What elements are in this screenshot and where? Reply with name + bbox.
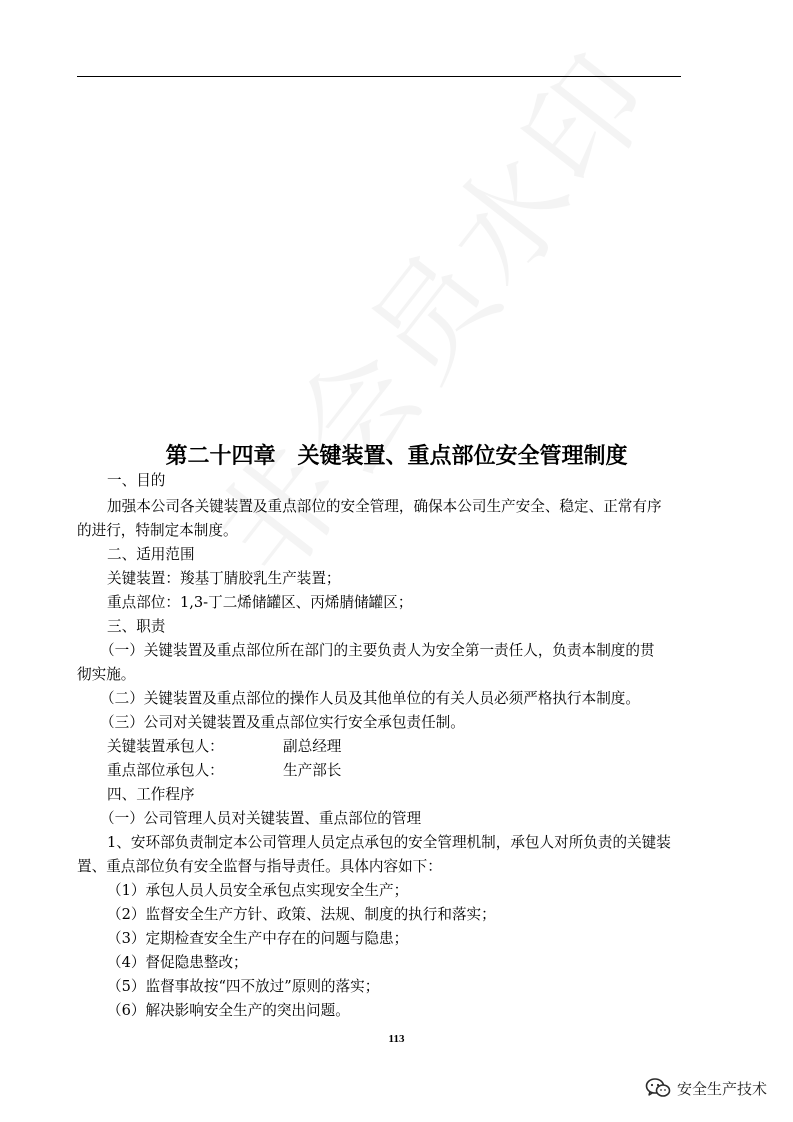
body-line: 彻实施。 <box>77 666 136 683</box>
body-line: （4）督促隐患整改； <box>107 954 248 971</box>
body-line: （1）承包人员人员安全承包点实现安全生产； <box>107 882 409 899</box>
body-line: 重点部位承包人： <box>107 762 224 779</box>
body-line: （5）监督事故按“四不放过”原则的落实； <box>107 978 380 995</box>
body-line: 生产部长 <box>283 762 342 779</box>
body-line: 二、适用范围 <box>107 546 195 563</box>
body-line: （一）公司管理人员对关键装置、重点部位的管理 <box>100 810 422 827</box>
body-line: 副总经理 <box>283 738 342 755</box>
body-line: 重点部位：1,3-丁二烯储罐区、丙烯腈储罐区； <box>107 594 413 611</box>
brand-badge <box>645 1076 767 1100</box>
body-line: 置、重点部位负有安全监督与指导责任。具体内容如下： <box>77 858 442 875</box>
chapter-title: 第二十四章 关键装置、重点部位安全管理制度 <box>165 443 628 469</box>
body-line: 关键装置承包人： <box>107 738 224 755</box>
body-line: 四、工作程序 <box>107 786 195 803</box>
body-line: （6）解决影响安全生产的突出问题。 <box>107 1002 350 1019</box>
body-line: 加强本公司各关键装置及重点部位的安全管理，确保本公司生产安全、稳定、正常有序 <box>107 498 662 515</box>
body-line: （一）关键装置及重点部位所在部门的主要负责人为安全第一责任人，负责本制度的贯 <box>100 642 655 659</box>
body-line: （2）监督安全生产方针、政策、法规、制度的执行和落实； <box>107 906 496 923</box>
wechat-icon <box>645 1077 671 1099</box>
body-line: 一、目的 <box>107 472 166 489</box>
body-line: 1、安环部负责制定本公司管理人员定点承包的安全管理机制，承包人对所负责的关键装 <box>107 834 671 851</box>
brand-label: 安全生产技术 <box>676 1079 767 1098</box>
body-line: （二）关键装置及重点部位的操作人员及其他单位的有关人员必须严格执行本制度。 <box>100 690 640 707</box>
body-line: （三）公司对关键装置及重点部位实行安全承包责任制。 <box>100 714 465 731</box>
header-rule <box>77 76 681 77</box>
page-number: 113 <box>388 1033 405 1045</box>
body-line: 关键装置：羧基丁腈胶乳生产装置； <box>107 570 341 587</box>
body-line: 三、职责 <box>107 618 166 635</box>
body-line: 的进行，特制定本制度。 <box>77 522 238 539</box>
body-line: （3）定期检查安全生产中存在的问题与隐患； <box>107 930 409 947</box>
